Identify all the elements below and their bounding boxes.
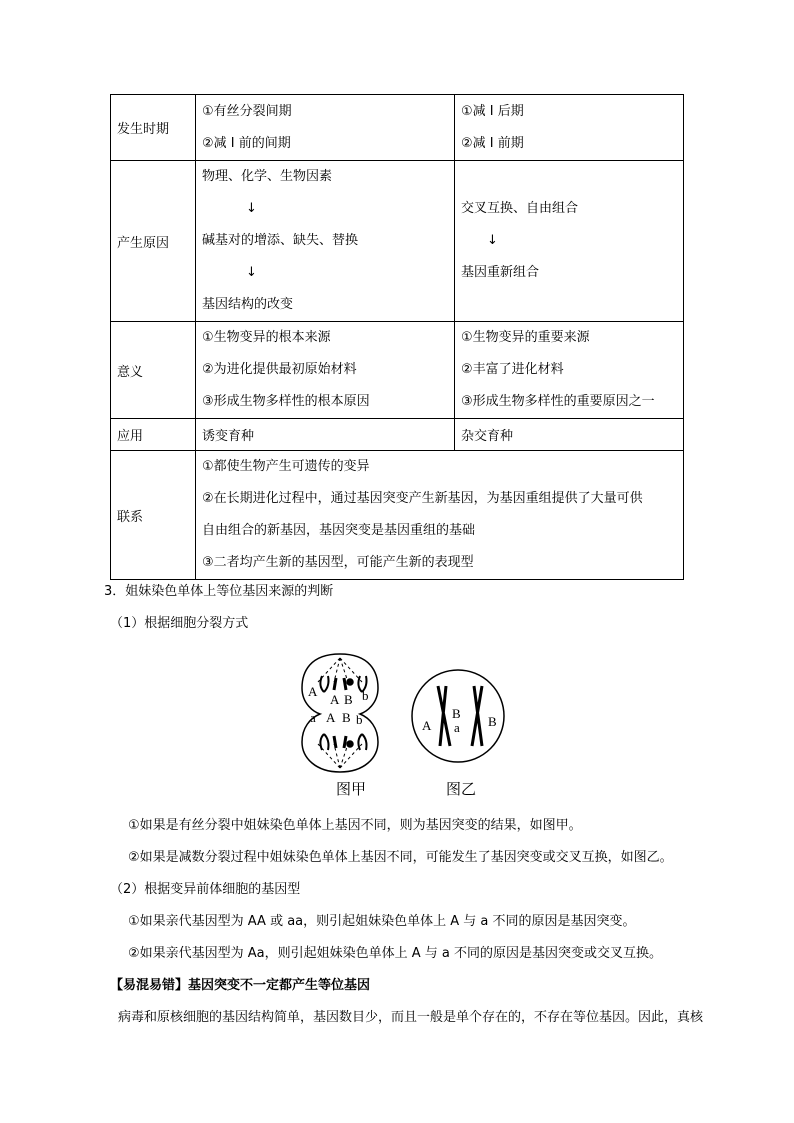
row-header: 意义 xyxy=(111,322,196,419)
table-cell xyxy=(196,95,455,161)
cell-line: ②在长期进化过程中，通过基因突变产生新基因，为基因重组提供了大量可供 xyxy=(202,491,643,506)
cell-line: ①都使生物产生可遗传的变异 xyxy=(202,459,370,474)
table-cell xyxy=(455,161,684,322)
gene-label: B xyxy=(488,714,497,729)
row-header: 应用 xyxy=(111,419,196,451)
cell-line: ①减 I 后期 xyxy=(461,103,524,119)
cell-division-figure xyxy=(300,652,510,802)
cell-line: ①生物变异的根本来源 xyxy=(202,330,331,345)
cell-line: ①有丝分裂间期 xyxy=(202,103,292,119)
table-row xyxy=(111,451,684,580)
table-row xyxy=(111,419,684,451)
table-cell xyxy=(196,161,455,322)
table-row xyxy=(111,161,684,322)
gene-label: A xyxy=(326,710,336,725)
row-header: 发生时期 xyxy=(111,95,196,161)
cell-line: ②丰富了进化材料 xyxy=(461,362,564,377)
gene-label: B xyxy=(452,706,461,721)
table-row xyxy=(111,95,684,161)
figure-illustration xyxy=(300,652,510,802)
gene-label: A xyxy=(422,718,432,733)
cell-line: ②减 I 前期 xyxy=(461,135,524,151)
table-cell xyxy=(196,322,455,419)
cell-line: 自由组合的新基因，基因突变是基因重组的基础 xyxy=(202,523,476,538)
subsection-heading: （2）根据变异前体细胞的基因型 xyxy=(110,882,301,897)
paragraph: ②如果亲代基因型为 Aa，则引起姐妹染色单体上 A 与 a 不同的原因是基因突变或交叉互换。 xyxy=(128,946,663,961)
table-cell xyxy=(455,95,684,161)
table-row xyxy=(111,322,684,419)
cell-line: ③二者均产生新的基因型，可能产生新的表现型 xyxy=(202,555,474,570)
note-title: 【易混易错】基因突变不一定都产生等位基因 xyxy=(110,978,371,993)
gene-label: b xyxy=(356,712,363,727)
cell-line: ①生物变异的重要来源 xyxy=(461,330,590,345)
gene-label: a xyxy=(310,710,316,725)
table-cell xyxy=(455,322,684,419)
section-heading: 3．姐妹染色单体上等位基因来源的判断 xyxy=(104,584,334,599)
cell-line: ③形成生物多样性的重要原因之一 xyxy=(461,394,655,409)
table-cell: 杂交育种 xyxy=(455,419,684,451)
cell-line: 物理、化学、生物因素 xyxy=(202,169,333,184)
cell-line: 碱基对的增添、缺失、替换 xyxy=(202,233,359,248)
table-cell: 诱变育种 xyxy=(196,419,455,451)
row-header: 产生原因 xyxy=(111,161,196,322)
arrow-down-icon: ↓ xyxy=(246,201,257,216)
comparison-table xyxy=(110,94,684,580)
gene-label: a xyxy=(454,720,460,735)
arrow-down-icon: ↓ xyxy=(246,265,257,280)
gene-label: b xyxy=(362,688,369,703)
cell-line: 交叉互换、自由组合 xyxy=(461,201,579,216)
gene-label: A xyxy=(330,692,340,707)
cell-line: ③形成生物多样性的根本原因 xyxy=(202,394,370,409)
figure-caption: 图甲 xyxy=(336,780,367,798)
row-header: 联系 xyxy=(111,451,196,580)
paragraph: 病毒和原核细胞的基因结构简单，基因数目少，而且一般是单个存在的，不存在等位基因。因此，真核 xyxy=(118,1010,704,1025)
cell-line: 基因重新组合 xyxy=(461,265,540,280)
arrow-down-icon: ↓ xyxy=(487,233,498,248)
paragraph: ①如果亲代基因型为 AA 或 aa，则引起姐妹染色单体上 A 与 a 不同的原因是基因突变。 xyxy=(128,914,636,929)
cell-line: ②为进化提供最初原始材料 xyxy=(202,362,357,377)
paragraph: ①如果是有丝分裂中姐妹染色单体上基因不同，则为基因突变的结果，如图甲。 xyxy=(128,818,582,833)
gene-label: A xyxy=(308,684,318,699)
gene-label: B xyxy=(342,710,351,725)
paragraph: ②如果是减数分裂过程中姐妹染色单体上基因不同，可能发生了基因突变或交叉互换，如图乙。 xyxy=(128,850,673,865)
cell-line: ②减 I 前的间期 xyxy=(202,135,291,151)
figure-caption: 图乙 xyxy=(446,780,477,798)
gene-label: B xyxy=(344,692,353,707)
table-cell-merged xyxy=(196,451,684,580)
cell-line: 基因结构的改变 xyxy=(202,297,294,312)
subsection-heading: （1）根据细胞分裂方式 xyxy=(110,616,249,631)
